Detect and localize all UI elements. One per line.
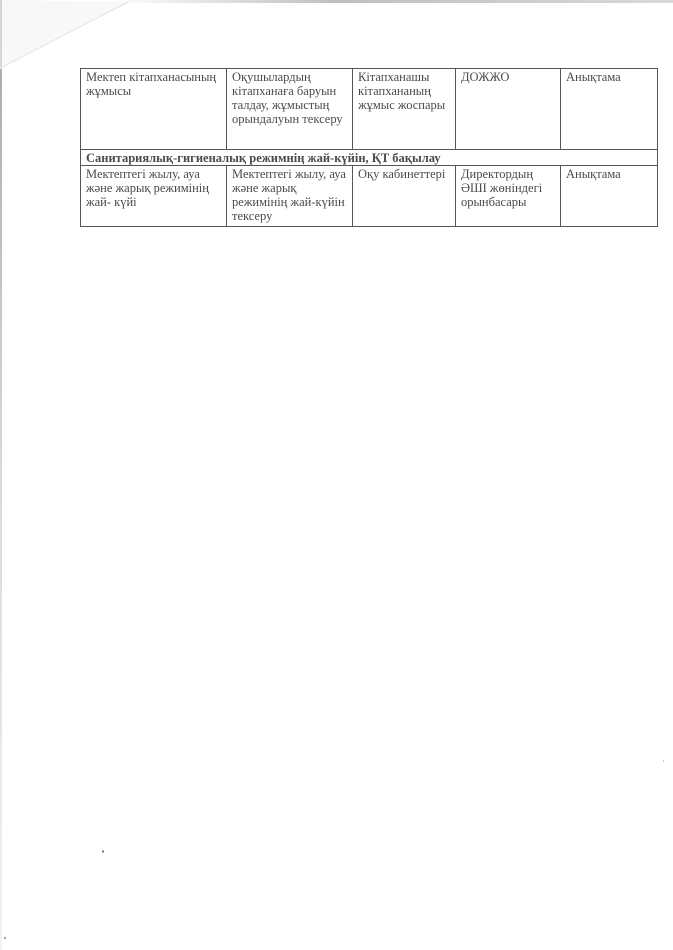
scan-edge-top: [110, 0, 673, 3]
table-row: [81, 166, 658, 227]
scan-speck: [102, 850, 104, 853]
cell-basis: Кітапханашы кітапхананың жұмыс жоспары: [353, 69, 456, 150]
table-row: [81, 69, 658, 150]
scan-speck: [4, 937, 6, 939]
scan-speck: [663, 760, 664, 762]
page-corner-fold: [0, 0, 130, 70]
control-plan-table: [80, 68, 658, 227]
cell-responsible: Директордың ӘШІ жөніндегі орынбасары: [456, 166, 561, 227]
cell-object: Мектеп кітапханасының жұмысы: [81, 69, 227, 150]
cell-result: Анықтама: [561, 166, 658, 227]
cell-object: Мектептегі жылу, ауа және жарық режимінің жай- күйі: [81, 166, 227, 227]
scan-edge-left: [0, 0, 2, 950]
section-header-row: [81, 150, 658, 166]
cell-basis: Оқу кабинеттері: [353, 166, 456, 227]
cell-responsible: ДОЖЖО: [456, 69, 561, 150]
cell-content: Оқушылардың кітапханаға баруын талдау, жұмыстың орындалуын тексеру: [227, 69, 353, 150]
cell-content: Мектептегі жылу, ауа және жарық режимінің жай-күйін тексеру: [227, 166, 353, 227]
cell-result: Анықтама: [561, 69, 658, 150]
section-header: Санитариялық-гигиеналық режимнің жай-күйін, ҚТ бақылау: [81, 150, 658, 166]
